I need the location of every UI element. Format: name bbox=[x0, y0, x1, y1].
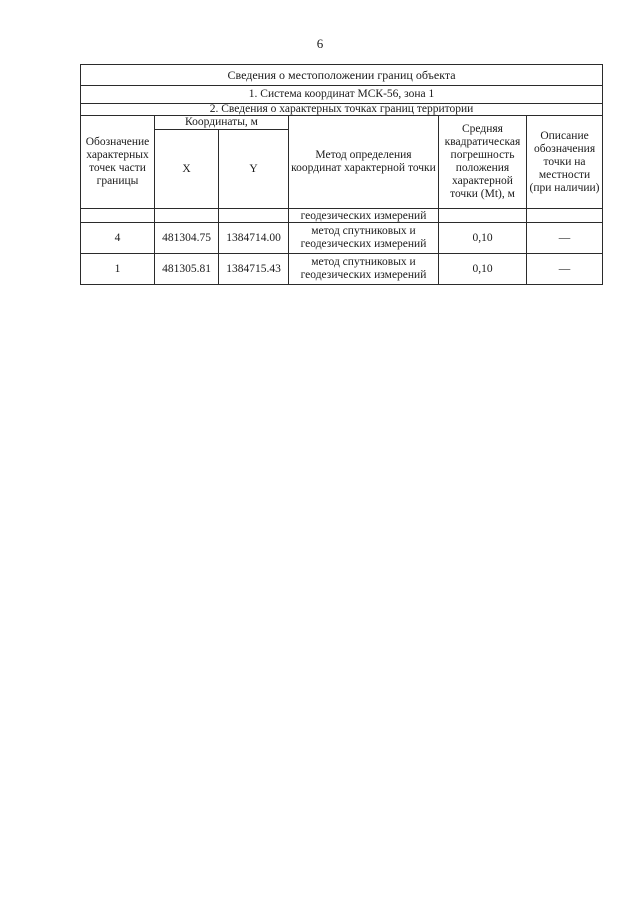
table-row bbox=[81, 254, 603, 285]
table-title: Сведения о местоположении границ объекта bbox=[81, 65, 603, 86]
cell-method bbox=[289, 223, 439, 254]
header-y: Y bbox=[219, 130, 289, 209]
cell-y: 1384715.43 bbox=[219, 254, 289, 285]
header-coordinates: Координаты, м bbox=[155, 116, 289, 130]
cell-point: 4 bbox=[81, 223, 155, 254]
method-continuation: геодезических измерений bbox=[289, 209, 439, 223]
empty-cell bbox=[527, 209, 603, 223]
method-line: метод спутниковых и bbox=[311, 225, 416, 237]
cell-x: 481305.81 bbox=[155, 254, 219, 285]
cell-point: 1 bbox=[81, 254, 155, 285]
table-row bbox=[81, 209, 603, 223]
table-row bbox=[81, 223, 603, 254]
empty-cell bbox=[155, 209, 219, 223]
cell-x: 481304.75 bbox=[155, 223, 219, 254]
empty-cell bbox=[81, 209, 155, 223]
cell-accuracy: 0,10 bbox=[439, 223, 527, 254]
method-line: метод спутниковых и bbox=[311, 256, 416, 268]
cell-y: 1384714.00 bbox=[219, 223, 289, 254]
cell-description: — bbox=[527, 223, 603, 254]
cell-accuracy: 0,10 bbox=[439, 254, 527, 285]
header-description: Описание обозначения точки на местности (при наличии) bbox=[527, 116, 603, 209]
header-method: Метод определения координат характерной точки bbox=[289, 116, 439, 209]
empty-cell bbox=[219, 209, 289, 223]
empty-cell bbox=[439, 209, 527, 223]
page-number: 6 bbox=[316, 36, 324, 51]
coordinate-system: 1. Система координат МСК-56, зона 1 bbox=[81, 86, 603, 104]
method-line: геодезических измерений bbox=[300, 269, 427, 281]
section-heading: 2. Сведения о характерных точках границ территории bbox=[81, 104, 603, 116]
header-point: Обозначение характерных точек части границы bbox=[81, 116, 155, 209]
header-x: X bbox=[155, 130, 219, 209]
cell-description: — bbox=[527, 254, 603, 285]
boundary-points-table bbox=[80, 64, 603, 285]
method-line: геодезических измерений bbox=[300, 238, 427, 250]
cell-method bbox=[289, 254, 439, 285]
header-accuracy: Средняя квадратическая погрешность положения характерной точки (Mt), м bbox=[439, 116, 527, 209]
